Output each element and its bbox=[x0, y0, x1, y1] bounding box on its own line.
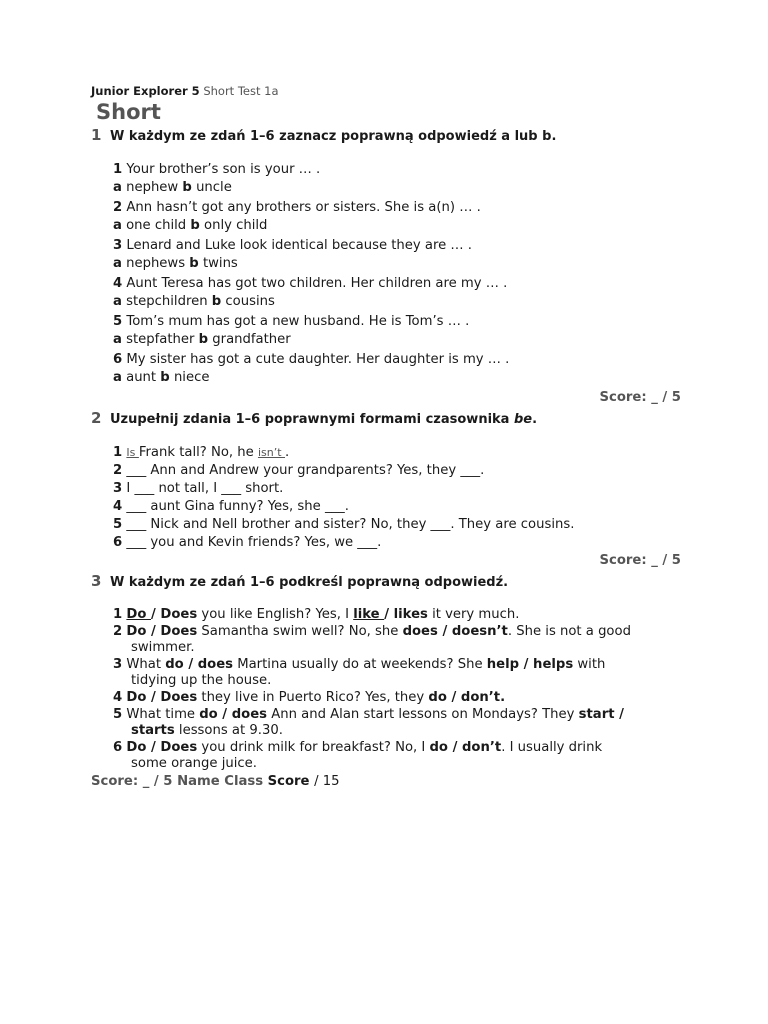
question-number: 3 bbox=[113, 657, 123, 672]
question-text-continued: lessons at 9.30. bbox=[174, 723, 283, 738]
section-1-heading bbox=[91, 126, 681, 146]
question-item: 3 Lenard and Luke look identical because they are … . a nephews b twins bbox=[113, 238, 472, 271]
option-choice[interactable]: do / does bbox=[199, 707, 268, 722]
question-text: Frank tall? No, he bbox=[138, 445, 258, 460]
option-choice[interactable]: does / doesn’t bbox=[402, 624, 508, 639]
section-instruction: W każdym ze zdań 1–6 podkreśl poprawną odpowiedź. bbox=[109, 575, 509, 590]
option-b[interactable]: twins bbox=[202, 256, 238, 271]
question-number: 3 bbox=[113, 238, 123, 253]
question-number: 6 bbox=[113, 352, 123, 367]
option-choice[interactable]: do / does bbox=[165, 657, 234, 672]
question-text-continued: tidying up the house. bbox=[131, 673, 272, 688]
question-number: 5 bbox=[113, 707, 123, 722]
page-title: Short bbox=[96, 100, 161, 124]
section-number: 1 bbox=[91, 126, 102, 144]
question-item bbox=[113, 690, 681, 706]
question-item[interactable] bbox=[113, 498, 681, 516]
question-text: What time bbox=[126, 707, 200, 722]
question-text: Aunt Teresa has got two children. Her children are my … . bbox=[126, 276, 508, 291]
question-number: 4 bbox=[113, 499, 123, 514]
option-a[interactable]: aunt bbox=[126, 370, 157, 385]
question-text: Samantha swim well? No, she bbox=[197, 624, 403, 639]
question-text: . I usually drink bbox=[501, 740, 603, 755]
instruction-end: . bbox=[532, 412, 538, 427]
question-item[interactable] bbox=[113, 462, 681, 480]
question-item[interactable] bbox=[113, 480, 681, 498]
section-1-score: Score: _ / 5 bbox=[599, 390, 681, 405]
test-subtitle: Short Test 1a bbox=[203, 84, 279, 98]
question-item bbox=[113, 657, 681, 689]
option-choice[interactable]: help / helps bbox=[486, 657, 574, 672]
instruction-emphasis: be bbox=[513, 412, 533, 427]
question-item[interactable] bbox=[113, 516, 681, 534]
example-item bbox=[113, 444, 681, 462]
question-number: 2 bbox=[113, 200, 123, 215]
name-field-label[interactable]: Name bbox=[177, 774, 220, 789]
question-text: ___ aunt Gina funny? Yes, she ___. bbox=[126, 499, 349, 514]
section-number: 2 bbox=[91, 409, 102, 427]
question-number: 2 bbox=[113, 463, 123, 478]
option-choice[interactable]: / likes bbox=[384, 607, 428, 622]
question-text: ___ you and Kevin friends? Yes, we ___. bbox=[126, 535, 382, 550]
question-number: 4 bbox=[113, 276, 123, 291]
question-number: 1 bbox=[113, 607, 123, 622]
question-item: 1 Your brother’s son is your … . a nephew b uncle bbox=[113, 162, 321, 195]
question-text: ___ Ann and Andrew your grandparents? Yes, they ___. bbox=[126, 463, 485, 478]
example-answer: isn’t bbox=[257, 446, 286, 459]
question-text: Ann hasn’t got any brothers or sisters. She is a(n) … . bbox=[126, 200, 481, 215]
question-text: you like English? Yes, I bbox=[197, 607, 354, 622]
question-text-continued: swimmer. bbox=[131, 640, 195, 655]
question-number: 3 bbox=[113, 481, 123, 496]
option-choice[interactable]: Do / Does bbox=[126, 690, 198, 705]
total-score-value: / 15 bbox=[314, 774, 340, 789]
option-choice[interactable]: do / don’t bbox=[429, 740, 502, 755]
question-text: it very much. bbox=[427, 607, 520, 622]
book-brand: Junior Explorer 5 bbox=[91, 84, 200, 98]
option-choice[interactable]: Do bbox=[126, 607, 151, 622]
option-b[interactable]: only child bbox=[204, 218, 268, 233]
option-choice[interactable]: starts bbox=[131, 723, 175, 738]
question-number: 1 bbox=[113, 445, 123, 460]
question-text-continued: some orange juice. bbox=[131, 756, 257, 771]
question-item: 5 Tom’s mum has got a new husband. He is Tom’s … . a stepfather b grandfather bbox=[113, 314, 470, 347]
section-1-items bbox=[113, 161, 681, 387]
section-3-items bbox=[113, 607, 681, 772]
document-header bbox=[91, 84, 681, 99]
option-b[interactable]: grandfather bbox=[212, 332, 291, 347]
question-text: Your brother’s son is your … . bbox=[126, 162, 321, 177]
option-a[interactable]: one child bbox=[126, 218, 187, 233]
section-number: 3 bbox=[91, 572, 102, 590]
question-item: 4 Aunt Teresa has got two children. Her children are my … . a stepchildren b cousins bbox=[113, 276, 508, 309]
option-choice[interactable]: start / bbox=[578, 707, 624, 722]
question-text: . She is not a good bbox=[507, 624, 631, 639]
question-number: 1 bbox=[113, 162, 123, 177]
question-text: Ann and Alan start lessons on Mondays? They bbox=[267, 707, 579, 722]
option-choice[interactable]: do / don’t. bbox=[428, 690, 506, 705]
option-a[interactable]: nephew bbox=[126, 180, 179, 195]
option-a[interactable]: stepchildren bbox=[126, 294, 208, 309]
option-choice[interactable]: Do / Does bbox=[126, 624, 198, 639]
example-answer: Is bbox=[126, 446, 139, 459]
question-item: 6 My sister has got a cute daughter. Her daughter is my … . a aunt b niece bbox=[113, 352, 510, 385]
question-number: 2 bbox=[113, 624, 123, 639]
question-item bbox=[113, 624, 681, 656]
section-2-items bbox=[113, 444, 681, 552]
class-field-label[interactable]: Class bbox=[224, 774, 264, 789]
question-text: Lenard and Luke look identical because they are … . bbox=[126, 238, 472, 253]
question-number: 4 bbox=[113, 690, 123, 705]
option-choice[interactable]: like bbox=[353, 607, 385, 622]
option-b[interactable]: uncle bbox=[196, 180, 232, 195]
section-2-heading bbox=[91, 409, 681, 429]
question-text: with bbox=[573, 657, 606, 672]
footer-line bbox=[91, 773, 681, 791]
question-number: 5 bbox=[113, 314, 123, 329]
section-2-score: Score: _ / 5 bbox=[599, 553, 681, 568]
question-item bbox=[113, 740, 681, 772]
question-number: 6 bbox=[113, 740, 123, 755]
question-text: Tom’s mum has got a new husband. He is Tom’s … . bbox=[126, 314, 470, 329]
question-text: you drink milk for breakfast? No, I bbox=[197, 740, 430, 755]
option-b[interactable]: niece bbox=[173, 370, 210, 385]
option-a[interactable]: nephews bbox=[126, 256, 186, 271]
question-item bbox=[113, 707, 681, 739]
question-item: 2 Ann hasn’t got any brothers or sisters. She is a(n) … . a one child b only child bbox=[113, 200, 481, 233]
total-score-label: Score bbox=[267, 774, 310, 789]
question-text: What bbox=[126, 657, 166, 672]
option-choice[interactable]: / Does bbox=[151, 607, 198, 622]
question-text: My sister has got a cute daughter. Her daughter is my … . bbox=[126, 352, 510, 367]
question-number: 5 bbox=[113, 517, 123, 532]
section-3-heading bbox=[91, 572, 681, 592]
question-item bbox=[113, 607, 681, 623]
question-item[interactable] bbox=[113, 534, 681, 552]
option-b[interactable]: cousins bbox=[225, 294, 275, 309]
option-a[interactable]: stepfather bbox=[126, 332, 195, 347]
section-instruction: Uzupełnij zdania 1–6 poprawnymi formami czasownika bbox=[109, 412, 514, 427]
question-number: 6 bbox=[113, 535, 123, 550]
question-text: ___ Nick and Nell brother and sister? No, they ___. They are cousins. bbox=[126, 517, 575, 532]
question-text: . bbox=[285, 445, 290, 460]
question-text: I ___ not tall, I ___ short. bbox=[126, 481, 284, 496]
question-text: they live in Puerto Rico? Yes, they bbox=[197, 690, 429, 705]
test-page bbox=[91, 84, 681, 791]
question-text: Martina usually do at weekends? She bbox=[233, 657, 487, 672]
section-3-score: Score: _ / 5 bbox=[91, 774, 173, 789]
option-choice[interactable]: Do / Does bbox=[126, 740, 198, 755]
section-instruction: W każdym ze zdań 1–6 zaznacz poprawną odpowiedź a lub b. bbox=[109, 129, 557, 144]
